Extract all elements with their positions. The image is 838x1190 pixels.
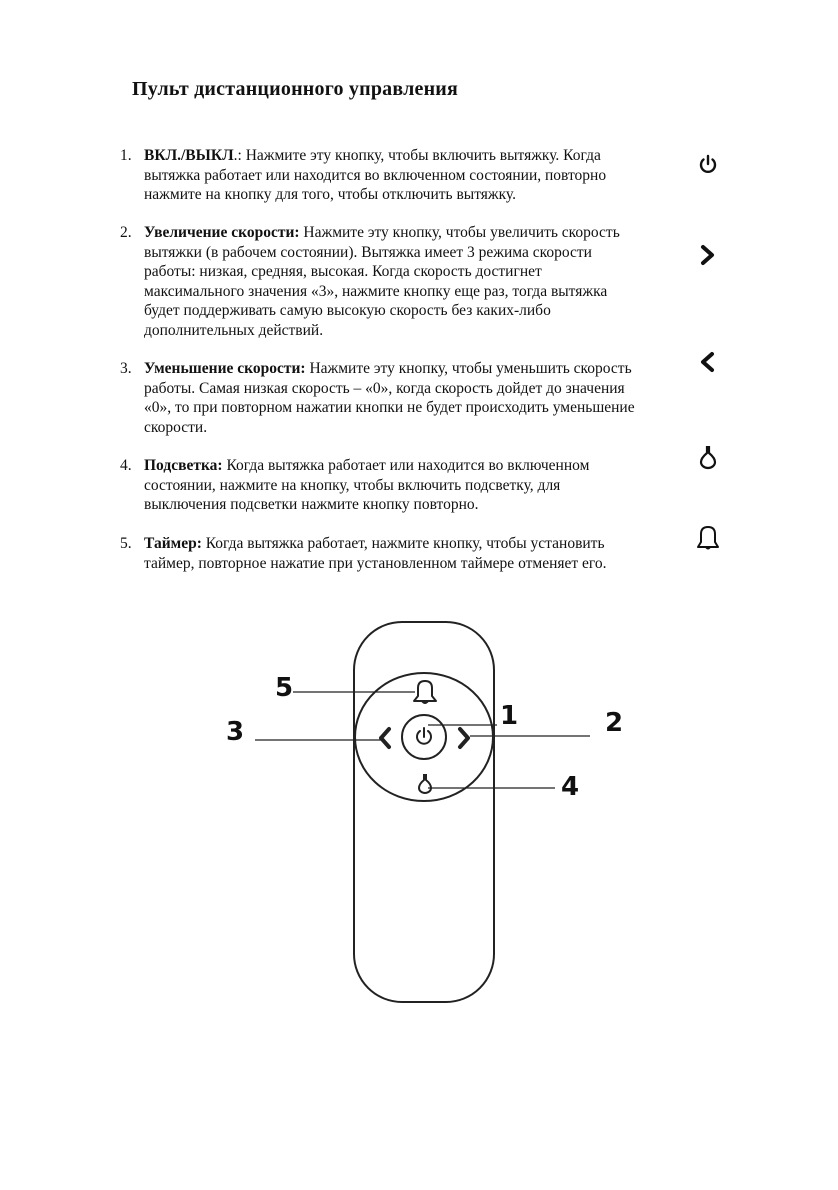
item-text: .: Нажмите эту кнопку, чтобы включить вытяжку. Когда вытяжка работает или находится во включенном состоянии, повторно нажмите на кнопку для того, чтобы отключить вытяжку. [144,147,607,203]
item-heading: ВКЛ./ВЫКЛ [144,147,234,164]
chevron-left-icon [693,347,723,377]
item-heading: Таймер: [144,535,202,552]
instruction-item-speed-down [120,359,640,437]
item-number: 5. [120,535,132,552]
light-bulb-icon [693,442,723,472]
callout-label-2: 2 [605,708,624,738]
item-text: Когда вытяжка работает, нажмите кнопку, чтобы установить таймер, повторное нажатие при установленном таймере отменяет его. [144,535,607,572]
callout-label-1: 1 [500,701,519,731]
instruction-item-power [120,146,640,205]
remote-control-diagram [0,600,838,1020]
page-title: Пульт дистанционного управления [132,78,459,100]
item-number: 4. [120,457,132,474]
item-heading: Уменьшение скорости: [144,360,306,377]
item-text: Нажмите эту кнопку, чтобы увеличить скорость вытяжки (в рабочем состоянии). Вытяжка имеет 3 режима скорости работы: низкая, средняя, высокая. Когда скорость достигнет максимального значения «3», нажмите кнопку еще раз, тогда вытяжка будет поддерживать самую высокую скорость без каких-либо дополнительных действий. [144,224,620,339]
item-number: 2. [120,224,132,241]
power-icon [693,150,723,180]
item-text: Когда вытяжка работает или находится во включенном состоянии, нажмите на кнопку, чтобы включить подсветку, для выключения подсветки нажмите кнопку повторно. [144,457,590,513]
callout-label-5: 5 [275,673,294,703]
chevron-right-icon [693,240,723,270]
callout-label-4: 4 [561,772,580,802]
item-number: 1. [120,147,132,164]
instruction-item-light [120,456,640,515]
item-heading: Увеличение скорости: [144,224,300,241]
item-text: Нажмите эту кнопку, чтобы уменьшить скорость работы. Самая низкая скорость – «0», когда скорость дойдет до значения «0», то при повторном нажатии кнопки не будет происходить уменьшение скорости. [144,360,635,436]
item-heading: Подсветка: [144,457,223,474]
instruction-item-speed-up [120,223,640,340]
instruction-item-timer [120,534,640,573]
item-number: 3. [120,360,132,377]
callout-label-3: 3 [226,717,245,747]
bell-icon [693,523,723,553]
